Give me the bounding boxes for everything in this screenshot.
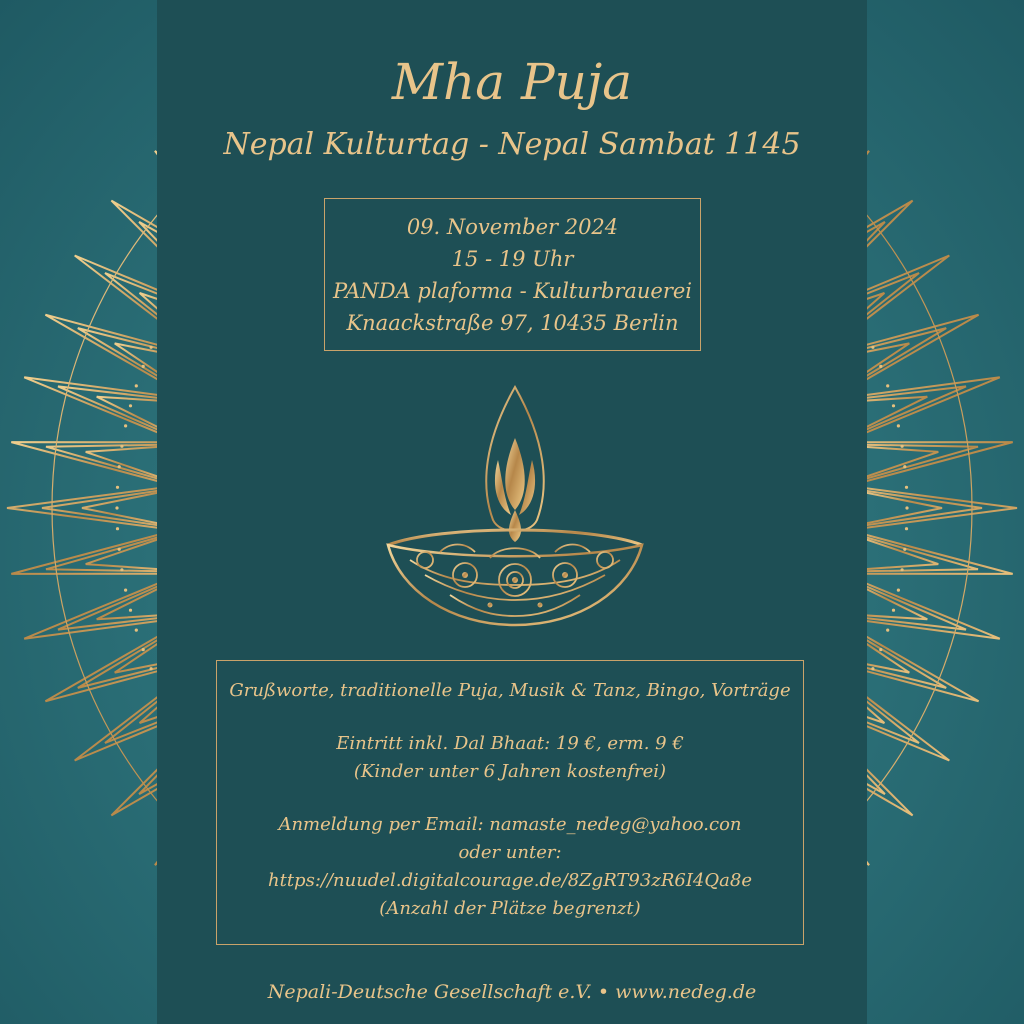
event-info-box: [324, 198, 701, 351]
registration-email[interactable]: Anmeldung per Email: namaste_nedeg@yahoo.con: [278, 814, 742, 835]
event-date: 09. November 2024: [406, 215, 619, 239]
page-title: Mha Puja: [391, 53, 633, 111]
footer-text: Nepali-Deutsche Gesellschaft e.V. • www.nedeg.de: [267, 981, 757, 1003]
event-time: 15 - 19 Uhr: [451, 247, 574, 271]
or-via-text: oder unter:: [458, 842, 562, 863]
admission-text: Eintritt inkl. Dal Bhaat: 19 €, erm. 9 €: [336, 733, 684, 754]
diya-lamp-icon: [380, 380, 650, 635]
registration-link[interactable]: https://nuudel.digitalcourage.de/8ZgRT93zR6I4Qa8e: [268, 870, 752, 891]
limited-seats-text: (Anzahl der Plätze begrenzt): [379, 898, 641, 919]
details-box: [216, 660, 804, 945]
page-subtitle: Nepal Kulturtag - Nepal Sambat 1145: [223, 127, 801, 162]
event-venue: PANDA plaforma - Kulturbrauerei: [332, 279, 693, 303]
children-text: (Kinder unter 6 Jahren kostenfrei): [353, 761, 667, 782]
program-text: Grußworte, traditionelle Puja, Musik & Tanz, Bingo, Vorträge: [229, 680, 791, 701]
event-address: Knaackstraße 97, 10435 Berlin: [346, 311, 679, 335]
